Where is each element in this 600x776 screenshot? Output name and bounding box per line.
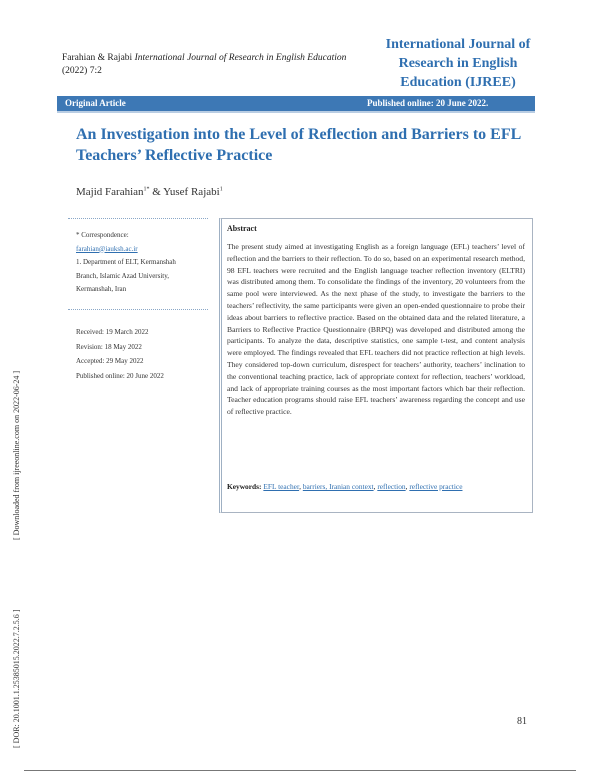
citation-authors: Farahian & Rajabi <box>62 53 133 63</box>
keyword-link[interactable]: EFL teacher <box>263 482 300 491</box>
doi-stamp: [ DOR: 20.1001.1.25385015.2022.7.2.5.6 ] <box>12 609 21 748</box>
affiliation: 1. Department of ELT, Kermanshah Branch, Islamic Azad University, Kermanshah, Iran <box>76 258 176 293</box>
keyword-link[interactable]: reflective practice <box>409 482 463 491</box>
citation-journal: International Journal of Research in English Education <box>134 53 347 63</box>
author-separator: & <box>149 186 164 198</box>
article-type: Original Article <box>65 98 126 108</box>
received-date: Received: 19 March 2022 <box>76 328 149 336</box>
article-dates <box>76 325 206 383</box>
divider <box>68 309 208 310</box>
revision-date: Revision: 18 May 2022 <box>76 342 142 351</box>
downloaded-stamp: [ Downloaded from ijreeonline.com on 2022-06-24 ] <box>12 370 21 540</box>
journal-line-3: Education (IJREE) <box>400 75 516 90</box>
running-citation <box>62 52 362 78</box>
author-affiliation-mark: 1 <box>219 186 223 193</box>
keywords-label: Keywords: <box>227 482 262 491</box>
correspondence-email-link[interactable]: farahian@iauksh.ac.ir <box>76 244 138 253</box>
author-line <box>76 186 223 198</box>
journal-line-1: International Journal of <box>385 37 531 52</box>
journal-line-2: Research in English <box>398 56 518 71</box>
keyword-link[interactable]: reflection <box>377 482 406 491</box>
abstract-heading: Abstract <box>227 224 257 233</box>
accepted-date: Accepted: 29 May 2022 <box>76 357 144 365</box>
journal-name <box>378 35 538 92</box>
citation-year-volume: (2022) 7:2 <box>62 66 102 76</box>
correspondence-label: * Correspondence: <box>76 231 129 239</box>
article-title: An Investigation into the Level of Reflection and Barriers to EFL Teachers’ Reflective Practice <box>76 126 521 164</box>
divider <box>68 218 208 219</box>
correspondence-block <box>76 229 196 297</box>
side-margin <box>2 300 21 750</box>
author-name: Yusef Rajabi <box>163 186 220 198</box>
published-date: Published online: 20 June 2022 <box>76 371 164 380</box>
keywords-line: Keywords: EFL teacher, barriers, Iranian context, reflection, reflective practice <box>227 482 463 491</box>
published-online-bar: Published online: 20 June 2022. <box>367 98 489 108</box>
author-name: Majid Farahian <box>76 186 144 198</box>
page-number: 81 <box>517 716 527 727</box>
author-affiliation-mark: 1* <box>143 186 150 193</box>
abstract-text: The present study aimed at investigating English as a foreign language (EFL) teachers’ level of reflection and the barriers to their reflection. To do so, based on an experimental research method, 98 EFL teachers were recruited and the English language teacher reflection inventory (ELTRI) was distributed among them. To consolidate the findings of the inventory, 20 volunteers from the same pool were interviewed. As the next phase of the study, to investigate the barriers to the teachers’ reflectivity, the same participants were given an open-ended questionnaire to probe their ideas about barriers to reflective practice. Based on the obtained data and the related literature, a Barriers to Reflective Practice Questionnaire (BRPQ) was developed and distributed among the participants. To analyze the data, descriptive statistics, one sample t-test, and content analysis were employed. The findings revealed that EFL teachers did not practice reflection at high levels. They considered top-down curriculum, disrespect for teachers’ authority, teachers’ inclination to the conventional teaching practice, lack of appropriate context for reflection, teachers’ workload, and lack of appropriate training courses as the most important factors which bar their reflection. Teacher education programs should raise EFL teachers’ awareness regarding the concept and use of reflective practice. <box>227 242 525 417</box>
keyword-link[interactable]: barriers, Iranian context <box>302 482 374 491</box>
footer-rule <box>24 770 576 771</box>
